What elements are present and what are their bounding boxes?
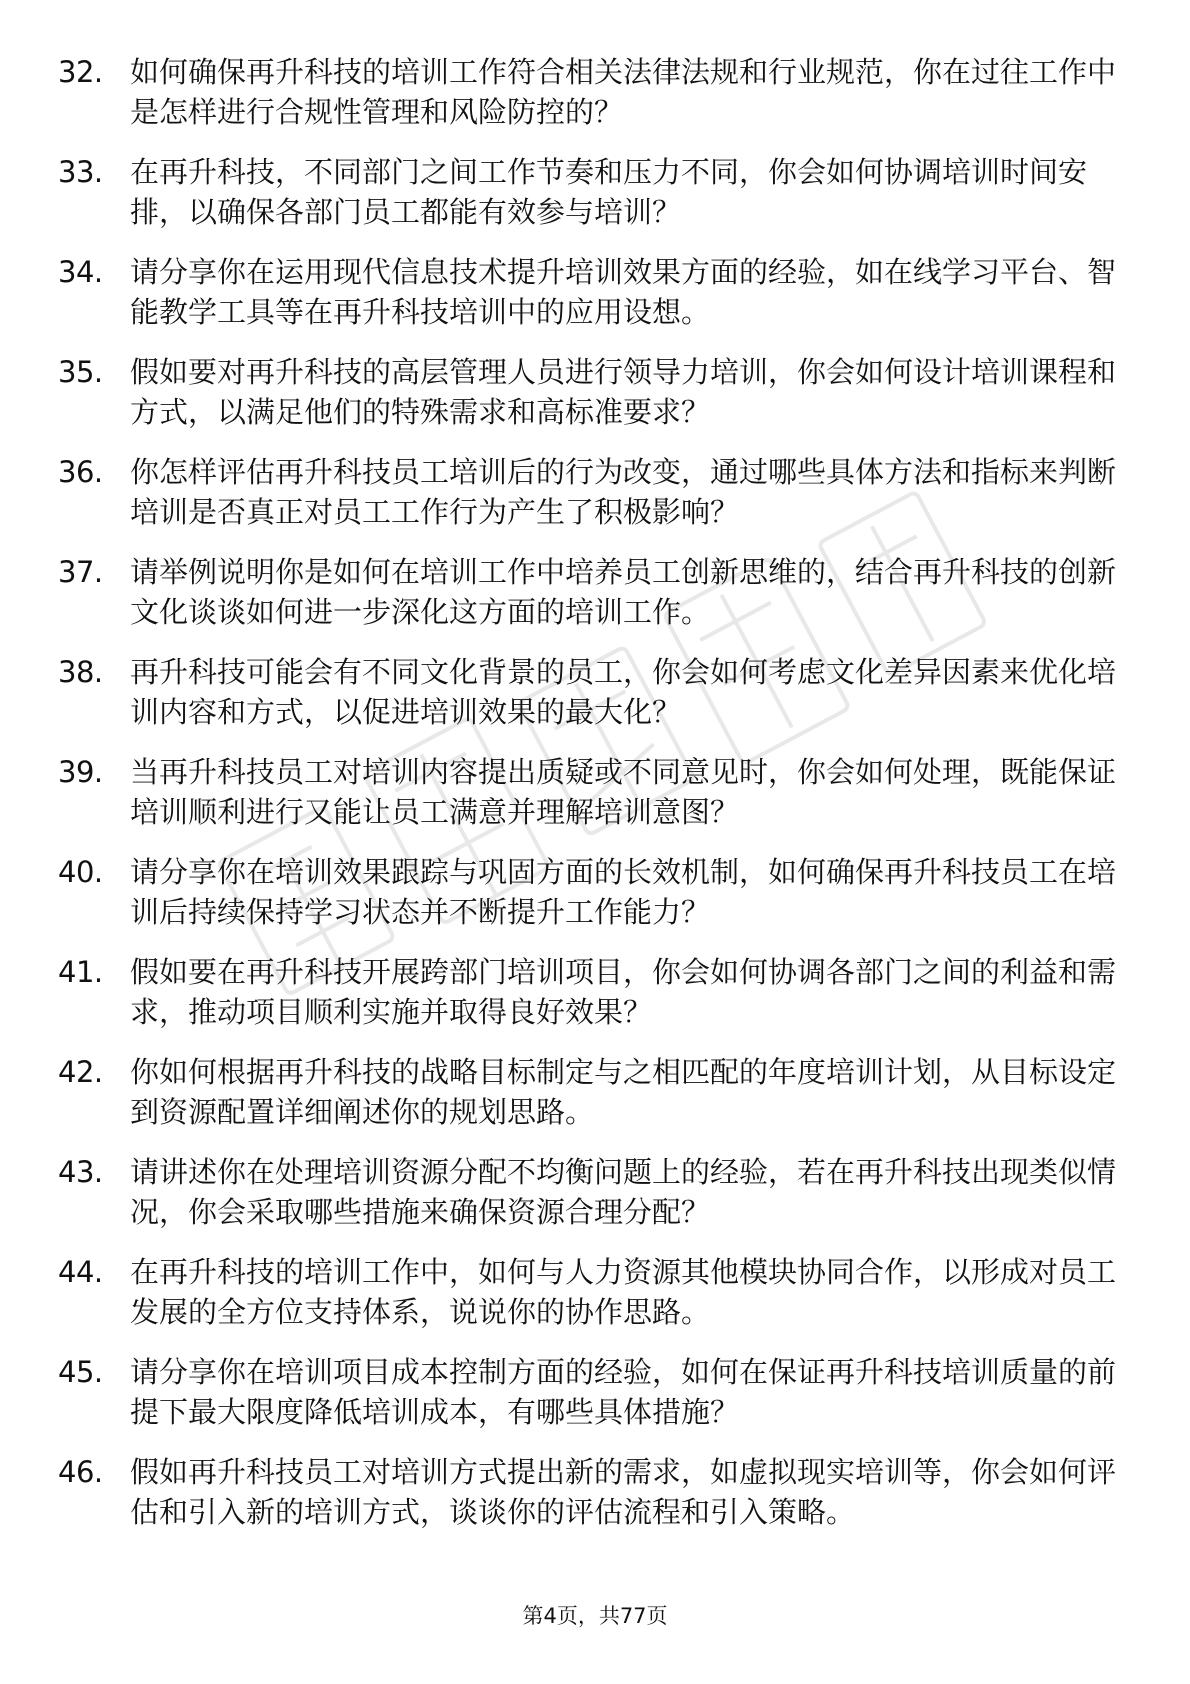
question-item (58, 852, 1118, 932)
question-text: 你如何根据再升科技的战略目标制定与之相匹配的年度培训计划，从目标设定到资源配置详细阐述你的规划思路。 (130, 1055, 1117, 1129)
question-text: 请讲述你在处理培训资源分配不均衡问题上的经验，若在再升科技出现类似情况，你会采取哪些措施来确保资源合理分配？ (130, 1155, 1117, 1229)
question-item (58, 52, 1118, 132)
question-text: 当再升科技员工对培训内容提出质疑或不同意见时，你会如何处理，既能保证培训顺利进行又能让员工满意并理解培训意图？ (130, 755, 1117, 829)
question-list (58, 52, 1118, 1592)
question-number: 41. (58, 955, 103, 989)
question-number: 38. (58, 655, 103, 689)
question-number: 36. (58, 455, 103, 489)
question-number: 33. (58, 155, 103, 189)
question-item (58, 1452, 1118, 1572)
question-item (58, 1352, 1118, 1432)
question-item (58, 552, 1118, 632)
question-item (58, 652, 1118, 732)
page-footer: 第4页，共77页 (522, 1604, 668, 1628)
question-item (58, 752, 1118, 832)
question-number: 34. (58, 255, 103, 289)
question-text: 你怎样评估再升科技员工培训后的行为改变，通过哪些具体方法和指标来判断培训是否真正对员工工作行为产生了积极影响？ (130, 455, 1117, 529)
question-number: 44. (58, 1255, 103, 1289)
question-item (58, 1052, 1118, 1132)
question-item (58, 952, 1118, 1032)
question-number: 46. (58, 1455, 103, 1489)
question-number: 35. (58, 355, 103, 389)
question-text: 如何确保再升科技的培训工作符合相关法律法规和行业规范，你在过往工作中是怎样进行合规性管理和风险防控的？ (130, 55, 1117, 129)
question-item (58, 252, 1118, 332)
question-number: 43. (58, 1155, 103, 1189)
question-item (58, 352, 1118, 432)
question-text: 在再升科技，不同部门之间工作节奏和压力不同，你会如何协调培训时间安排，以确保各部门员工都能有效参与培训？ (130, 155, 1088, 229)
question-text: 再升科技可能会有不同文化背景的员工，你会如何考虑文化差异因素来优化培训内容和方式，以促进培训效果的最大化？ (130, 655, 1117, 729)
question-text: 请分享你在培训项目成本控制方面的经验，如何在保证再升科技培训质量的前提下最大限度降低培训成本，有哪些具体措施？ (130, 1355, 1117, 1429)
question-number: 40. (58, 855, 103, 889)
question-number: 37. (58, 555, 103, 589)
question-text: 在再升科技的培训工作中，如何与人力资源其他模块协同合作，以形成对员工发展的全方位支持体系，说说你的协作思路。 (130, 1255, 1117, 1329)
question-number: 42. (58, 1055, 103, 1089)
question-text: 假如再升科技员工对培训方式提出新的需求，如虚拟现实培训等，你会如何评估和引入新的培训方式，谈谈你的评估流程和引入策略。 (130, 1455, 1117, 1529)
question-number: 32. (58, 55, 103, 89)
question-text: 请举例说明你是如何在培训工作中培养员工创新思维的，结合再升科技的创新文化谈谈如何进一步深化这方面的培训工作。 (130, 555, 1117, 629)
question-item (58, 1252, 1118, 1332)
question-text: 请分享你在培训效果跟踪与巩固方面的长效机制，如何确保再升科技员工在培训后持续保持学习状态并不断提升工作能力？ (130, 855, 1117, 929)
question-number: 45. (58, 1355, 103, 1389)
question-item (58, 452, 1118, 532)
question-text: 假如要在再升科技开展跨部门培训项目，你会如何协调各部门之间的利益和需求，推动项目顺利实施并取得良好效果？ (130, 955, 1117, 1029)
question-item (58, 1152, 1118, 1232)
question-item (58, 152, 1118, 232)
question-number: 39. (58, 755, 103, 789)
question-text: 请分享你在运用现代信息技术提升培训效果方面的经验，如在线学习平台、智能教学工具等在再升科技培训中的应用设想。 (130, 255, 1117, 329)
question-text: 假如要对再升科技的高层管理人员进行领导力培训，你会如何设计培训课程和方式，以满足他们的特殊需求和高标准要求？ (130, 355, 1117, 429)
